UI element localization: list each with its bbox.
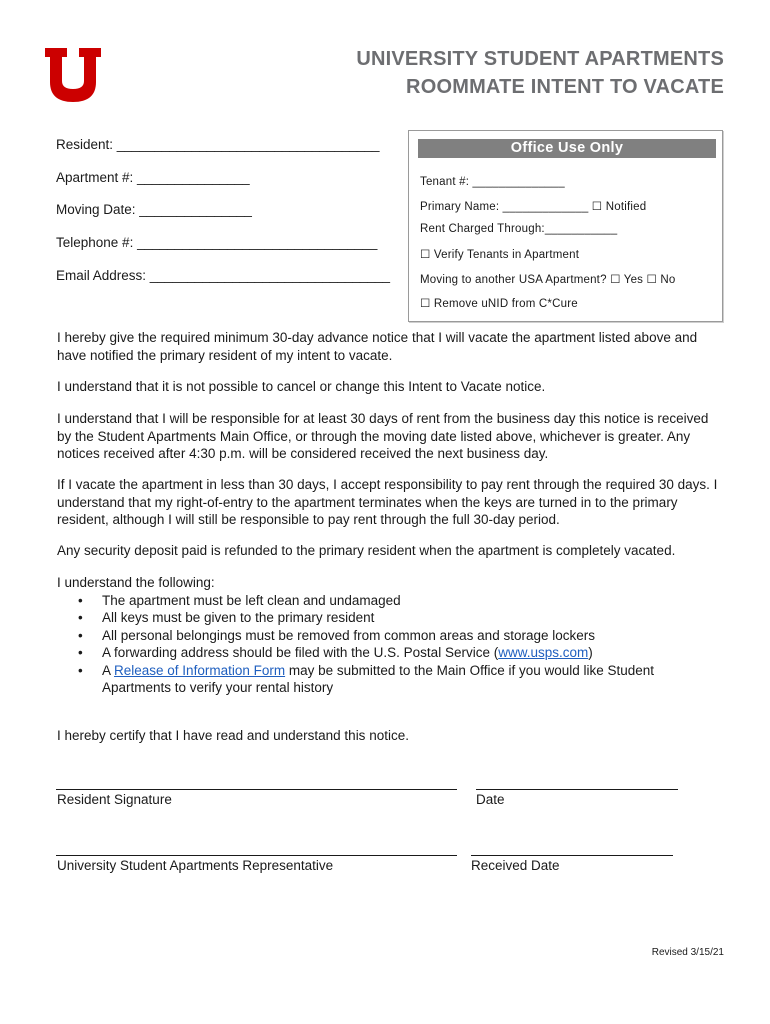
paragraph-rent-responsibility: I understand that I will be responsible for at least 30 days of rent from the business day this notice is received by the Student Apartments Main Office, or through the moving date listed above, whichever is greater. Any notices received after 4:30 p.m. will be considered received the next business day. [57, 411, 709, 461]
page-title-line2: ROOMMATE INTENT TO VACATE [406, 76, 724, 98]
moving-usa-checkbox[interactable]: Moving to another USA Apartment? ☐ Yes ☐ No [420, 274, 676, 286]
date-label: Date [476, 792, 505, 807]
paragraph-advance-notice: I hereby give the required minimum 30-day advance notice that I will vacate the apartment listed above and have notified the primary resident of my intent to vacate. [57, 330, 698, 363]
certify-statement: I hereby certify that I have read and understand this notice. [57, 728, 409, 743]
office-use-header: Office Use Only [418, 139, 716, 158]
resident-field[interactable]: Resident: ___________________________________ [56, 137, 380, 152]
understanding-list [57, 592, 722, 697]
moving-date-field[interactable]: Moving Date: _______________ [56, 202, 252, 217]
paragraph-no-cancel: I understand that it is not possible to cancel or change this Intent to Vacate notice. [57, 379, 546, 394]
resident-signature-label: Resident Signature [57, 792, 172, 807]
release-of-information-link[interactable]: Release of Information Form [114, 662, 286, 678]
office-use-box [408, 130, 723, 322]
apartment-field[interactable]: Apartment #: _______________ [56, 170, 250, 185]
representative-signature-line[interactable] [56, 855, 457, 856]
list-item: • All keys must be given to the primary resident [78, 610, 375, 625]
representative-label: University Student Apartments Representative [57, 858, 334, 873]
primary-name-field[interactable]: Primary Name: _____________ ☐ Notified [420, 201, 647, 213]
paragraph-security-deposit: Any security deposit paid is refunded to the primary resident when the apartment is completely vacated. [57, 543, 676, 558]
understanding-list-section [57, 574, 722, 697]
revision-date: Revised 3/15/21 [651, 947, 724, 958]
list-intro: I understand the following: [57, 575, 215, 590]
usps-link[interactable]: www.usps.com [498, 645, 589, 660]
received-date-line[interactable] [471, 855, 673, 856]
list-item: • A Release of Information Form may be submitted to the Main Office if you would like Student Apartments to verify your rental history [78, 662, 655, 695]
list-item: • A forwarding address should be filed with the U.S. Postal Service (www.usps.com) [78, 645, 593, 660]
tenant-number-field[interactable]: Tenant #: ______________ [420, 176, 565, 188]
page-title-line1: UNIVERSITY STUDENT APARTMENTS [356, 48, 724, 70]
remove-unid-checkbox[interactable]: ☐ Remove uNID from C*Cure [420, 298, 578, 310]
date-line[interactable] [476, 789, 678, 790]
received-date-label: Received Date [471, 858, 560, 873]
university-u-logo [45, 48, 101, 102]
rent-charged-field[interactable]: Rent Charged Through:___________ [420, 223, 618, 235]
telephone-field[interactable]: Telephone #: ________________________________ [56, 235, 378, 250]
list-item: • All personal belongings must be removed from common areas and storage lockers [78, 627, 595, 643]
resident-signature-line[interactable] [56, 789, 457, 790]
email-field[interactable]: Email Address: ________________________________ [56, 268, 391, 283]
paragraph-vacate-early: If I vacate the apartment in less than 30 days, I accept responsibility to pay rent through the required 30 days. I understand that my right-of-entry to the apartment terminates when the keys are turned in to the primary resident, although I will still be responsible to pay rent through the full 30-day period. [57, 477, 718, 527]
list-item: • The apartment must be left clean and undamaged [78, 592, 401, 608]
verify-tenants-checkbox[interactable]: ☐ Verify Tenants in Apartment [420, 249, 580, 261]
